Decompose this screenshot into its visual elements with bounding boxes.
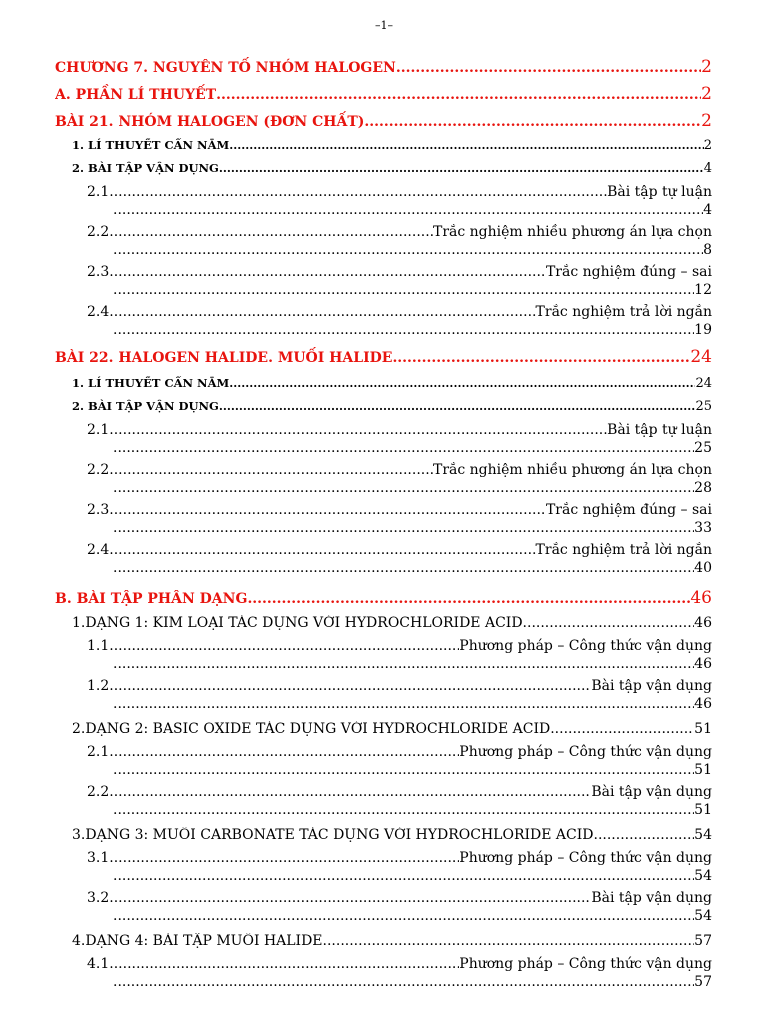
toc-subheading[interactable] (72, 376, 712, 391)
dot-leader (113, 322, 694, 338)
dot-leader (113, 656, 694, 672)
dot-leader (109, 850, 459, 866)
toc-entry-title: Trắc nghiệm trả lời ngắn (535, 304, 712, 320)
toc-entry-page: 8 (703, 242, 712, 258)
toc-entry-page: 25 (694, 440, 712, 456)
toc-heading-title: BÀI 22. HALOGEN HALIDE. MUỐI HALIDE (55, 350, 393, 366)
toc-heading-page: 2 (701, 57, 712, 77)
page-number: –1– (375, 19, 393, 32)
dot-leader (523, 615, 695, 631)
toc-subheading-title: 1. LÍ THUYẾT CẦN NẮM (72, 376, 230, 390)
toc-entry-number: 2.3 (87, 264, 110, 280)
dot-leader (109, 224, 433, 240)
toc-entry-title: Phương pháp – Công thức vận dụng (459, 744, 712, 760)
toc-heading-title: BÀI 21. NHÓM HALOGEN (ĐƠN CHẤT) (55, 114, 365, 130)
toc-entry-page-line[interactable] (113, 802, 712, 818)
dot-leader (113, 480, 694, 496)
toc-section-title: 1.DẠNG 1: KIM LOẠI TÁC DỤNG VỚI HYDROCHLORIDE ACID (72, 615, 523, 631)
toc-entry-line[interactable] (87, 850, 712, 866)
toc-entry-line[interactable] (87, 956, 712, 972)
toc-entry-number: 2.1 (87, 184, 110, 200)
dot-leader (113, 560, 694, 576)
toc-entry-title: Trắc nghiệm đúng – sai (545, 264, 712, 280)
toc-entry-line[interactable] (87, 744, 712, 760)
dot-leader (113, 908, 694, 924)
toc-heading-title: B. BÀI TẬP PHÂN DẠNG (55, 591, 248, 607)
dot-leader (594, 827, 695, 843)
dot-leader (109, 890, 591, 906)
toc-entry-page-line[interactable] (113, 762, 712, 778)
toc-entry-title: Bài tập tự luận (607, 184, 712, 200)
dot-leader (550, 721, 694, 737)
toc-heading[interactable] (55, 111, 712, 131)
dot-leader (113, 802, 694, 818)
toc-section-title: 2.DẠNG 2: BASIC OXIDE TÁC DỤNG VỚI HYDROCHLORIDE ACID (72, 721, 551, 737)
toc-subheading[interactable] (72, 161, 712, 176)
toc-entry-number: 2.4 (87, 542, 110, 558)
dot-leader (109, 784, 591, 800)
toc-entry-line[interactable] (87, 184, 712, 200)
toc-heading[interactable] (55, 84, 712, 104)
dot-leader (323, 933, 695, 949)
toc-subheading-title: 2. BÀI TẬP VẬN DỤNG (72, 161, 219, 175)
toc-heading-page: 2 (701, 111, 712, 131)
toc-section-page: 46 (694, 615, 712, 631)
toc-section-title: 4.DẠNG 4: BÀI TẬP MUỐI HALIDE (72, 933, 323, 949)
toc-entry-line[interactable] (87, 462, 712, 478)
toc-subheading-page: 25 (695, 399, 712, 414)
dot-leader (113, 868, 694, 884)
dot-leader (109, 956, 459, 972)
toc-entry-title: Trắc nghiệm đúng – sai (545, 502, 712, 518)
dot-leader (109, 744, 459, 760)
toc-section[interactable] (72, 933, 712, 949)
toc-entry-page: 4 (703, 202, 712, 218)
dot-leader (219, 161, 704, 175)
toc-entry-page-line[interactable] (113, 696, 712, 712)
toc-entry-title: Bài tập tự luận (607, 422, 712, 438)
toc-entry-number: 2.4 (87, 304, 110, 320)
toc-entry-title: Trắc nghiệm nhiều phương án lựa chọn (432, 462, 712, 478)
dot-leader (229, 376, 695, 390)
toc-entry-number: 2.2 (87, 224, 110, 240)
toc-entry-page: 51 (694, 762, 712, 778)
toc-entry-line[interactable] (87, 678, 712, 694)
dot-leader (396, 60, 701, 76)
dot-leader (113, 202, 703, 218)
dot-leader (109, 304, 535, 320)
toc-entry-line[interactable] (87, 304, 712, 320)
toc-entry-line[interactable] (87, 542, 712, 558)
toc-entry-page-line[interactable] (113, 656, 712, 672)
toc-heading[interactable] (55, 588, 712, 608)
toc-entry-page: 19 (694, 322, 712, 338)
toc-entry-page-line[interactable] (113, 480, 712, 496)
toc-section-page: 54 (694, 827, 712, 843)
toc-section-page: 57 (694, 933, 712, 949)
toc-section[interactable] (72, 721, 712, 737)
toc-entry-line[interactable] (87, 224, 712, 240)
dot-leader (113, 282, 694, 298)
toc-entry-page: 54 (694, 868, 712, 884)
toc-entry-page-line[interactable] (113, 282, 712, 298)
toc-heading-title: A. PHẦN LÍ THUYẾT (55, 87, 217, 103)
dot-leader (109, 422, 607, 438)
toc-entry-number: 1.1 (87, 638, 110, 654)
toc-entry-line[interactable] (87, 784, 712, 800)
toc-entry-number: 2.2 (87, 462, 110, 478)
dot-leader (109, 678, 591, 694)
toc-section[interactable] (72, 615, 712, 631)
dot-leader (247, 591, 690, 607)
toc-entry-line[interactable] (87, 638, 712, 654)
dot-leader (109, 638, 459, 654)
toc-entry-page: 46 (694, 696, 712, 712)
toc-entry-page: 40 (694, 560, 712, 576)
toc-section[interactable] (72, 827, 712, 843)
toc-section-page: 51 (694, 721, 712, 737)
toc-entry-number: 3.2 (87, 890, 110, 906)
toc-entry-page: 33 (694, 520, 712, 536)
toc-entry-number: 4.1 (87, 956, 110, 972)
dot-leader (109, 264, 546, 280)
dot-leader (113, 440, 694, 456)
toc-entry-page: 54 (694, 908, 712, 924)
toc-heading-page: 46 (690, 588, 712, 608)
toc-entry-page-line[interactable] (113, 440, 712, 456)
toc-entry-page: 57 (694, 974, 712, 990)
dot-leader (229, 138, 703, 152)
toc-entry-title: Bài tập vận dụng (591, 784, 712, 800)
dot-leader (216, 87, 701, 103)
toc-heading-title: CHƯƠNG 7. NGUYÊN TỐ NHÓM HALOGEN (55, 60, 396, 76)
dot-leader (113, 242, 703, 258)
dot-leader (109, 184, 607, 200)
toc-heading[interactable] (55, 57, 712, 77)
toc-subheading-title: 2. BÀI TẬP VẬN DỤNG (72, 399, 219, 413)
toc-entry-number: 2.1 (87, 422, 110, 438)
toc-entry-line[interactable] (87, 890, 712, 906)
toc-entry-page: 28 (694, 480, 712, 496)
toc-entry-number: 3.1 (87, 850, 110, 866)
dot-leader (113, 762, 694, 778)
toc-subheading-page: 24 (695, 376, 712, 391)
toc-subheading-title: 1. LÍ THUYẾT CẦN NẮM (72, 138, 230, 152)
dot-leader (219, 399, 696, 413)
dot-leader (392, 350, 690, 366)
toc-section-title: 3.DẠNG 3: MUỐI CARBONATE TÁC DỤNG VỚI HYDROCHLORIDE ACID (72, 827, 594, 843)
toc-entry-page-line[interactable] (113, 560, 712, 576)
toc-entry-title: Bài tập vận dụng (591, 890, 712, 906)
toc-heading-page: 24 (690, 347, 712, 367)
toc-entry-page-line[interactable] (113, 974, 712, 990)
toc-entry-line[interactable] (87, 502, 712, 518)
toc-heading[interactable] (55, 347, 712, 367)
toc-entry-page: 51 (694, 802, 712, 818)
dot-leader (364, 114, 701, 130)
dot-leader (113, 520, 694, 536)
toc-entry-title: Phương pháp – Công thức vận dụng (459, 850, 712, 866)
toc-entry-title: Trắc nghiệm nhiều phương án lựa chọn (432, 224, 712, 240)
toc-entry-title: Bài tập vận dụng (591, 678, 712, 694)
toc-entry-title: Phương pháp – Công thức vận dụng (459, 638, 712, 654)
dot-leader (109, 502, 546, 518)
toc-entry-title: Phương pháp – Công thức vận dụng (459, 956, 712, 972)
toc-subheading-page: 4 (703, 161, 712, 176)
toc-entry-title: Trắc nghiệm trả lời ngắn (535, 542, 712, 558)
dot-leader (113, 696, 694, 712)
toc-entry-number: 2.2 (87, 784, 110, 800)
toc-entry-number: 1.2 (87, 678, 110, 694)
toc-entry-page: 46 (694, 656, 712, 672)
dot-leader (109, 462, 433, 478)
toc-entry-page-line[interactable] (113, 868, 712, 884)
toc-entry-page-line[interactable] (113, 202, 712, 218)
toc-entry-page: 12 (694, 282, 712, 298)
dot-leader (109, 542, 535, 558)
dot-leader (113, 974, 694, 990)
toc-entry-page-line[interactable] (113, 908, 712, 924)
toc-entry-page-line[interactable] (113, 520, 712, 536)
toc-entry-page-line[interactable] (113, 322, 712, 338)
toc-entry-line[interactable] (87, 422, 712, 438)
toc-subheading-page: 2 (703, 138, 712, 153)
toc-entry-number: 2.3 (87, 502, 110, 518)
toc-entry-line[interactable] (87, 264, 712, 280)
toc-entry-number: 2.1 (87, 744, 110, 760)
toc-subheading[interactable] (72, 399, 712, 414)
toc-entry-page-line[interactable] (113, 242, 712, 258)
toc-subheading[interactable] (72, 138, 712, 153)
toc-heading-page: 2 (701, 84, 712, 104)
